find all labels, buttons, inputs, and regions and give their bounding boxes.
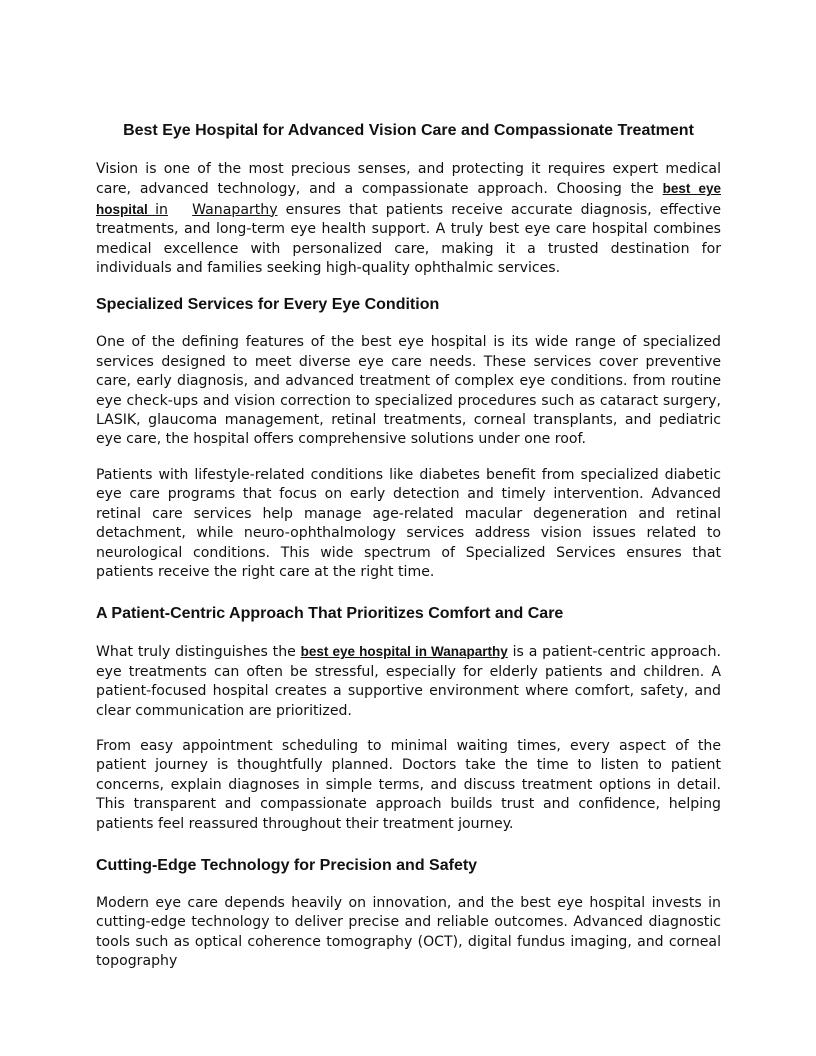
technology-paragraph-1: Modern eye care depends heavily on innovation, and the best eye hospital invests in cutting-edge technology to deliver precise and reliable outcomes. Advanced diagnostic tools such as optical coherence tomography (OCT), digital fundus imaging, and corneal topography — [96, 894, 721, 970]
wanaparthy-link[interactable]: Wanaparthy — [192, 201, 278, 218]
patient-centric-text-start: What truly distinguishes the — [96, 644, 301, 661]
services-paragraph-2: Patients with lifestyle-related conditions like diabetes benefit from specialized diabetic eye care programs that focus on early detection and timely intervention. Advanced retinal care services help manage age-related macular degeneration and retinal detachment, while neuro-ophthalmology services address vision issues related to neurological conditions. This wide spectrum of Specialized Services ensures that patients receive the right care at the right time. — [96, 466, 721, 580]
section-heading-technology: Cutting-Edge Technology for Precision and Safety — [96, 856, 478, 874]
services-paragraph-1: One of the defining features of the best eye hospital is its wide range of specialized services designed to meet diverse eye care needs. These services cover preventive care, early diagnosis, and advanced treatment of complex eye conditions. from routine eye check-ups and vision correction to specialized procedures such as cataract surgery, LASIK, glaucoma management, retinal treatments, corneal transplants, and pediatric eye care, the hospital offers comprehensive solutions under one roof. — [96, 334, 721, 448]
document-title: Best Eye Hospital for Advanced Vision Care and Compassionate Treatment — [123, 122, 694, 139]
in-link[interactable]: in — [155, 201, 168, 218]
best-eye-hospital-link[interactable]: best eye hospital — [96, 181, 721, 217]
patient-centric-text-end: is a patient-centric approach. eye treatments can often be stressful, especially for elderly patients and children. A patient-focused hospital creates a supportive environment where comfort, safety, and clear communication are prioritized. — [96, 644, 721, 719]
patient-centric-paragraph-2: From easy appointment scheduling to minimal waiting times, every aspect of the patient journey is thoughtfully planned. Doctors take the time to listen to patient concerns, explain diagnoses in simple terms, and discuss treatment options in detail. This transparent and compassionate approach builds trust and confidence, helping patients feel reassured throughout their treatment journey. — [96, 737, 721, 832]
intro-paragraph — [96, 160, 721, 278]
document-page — [96, 120, 721, 988]
patient-centric-paragraph-1 — [96, 642, 721, 721]
intro-text-end: ensures that patients receive accurate diagnosis, effective treatments, and long-term eye health support. A truly best eye care hospital combines medical excellence with personalized care, making it a trusted destination for individuals and families seeking high-quality ophthalmic services. — [96, 201, 721, 277]
best-eye-hospital-wanaparthy-link[interactable]: best eye hospital in Wanaparthy — [300, 644, 508, 660]
section-heading-services: Specialized Services for Every Eye Condition — [96, 296, 440, 314]
intro-text-start: Vision is one of the most precious senses, and protecting it requires expert medical care, advanced technology, and a compassionate approach. Choosing the — [96, 161, 721, 198]
section-heading-patient-centric: A Patient-Centric Approach That Prioritizes Comfort and Care — [96, 605, 564, 623]
